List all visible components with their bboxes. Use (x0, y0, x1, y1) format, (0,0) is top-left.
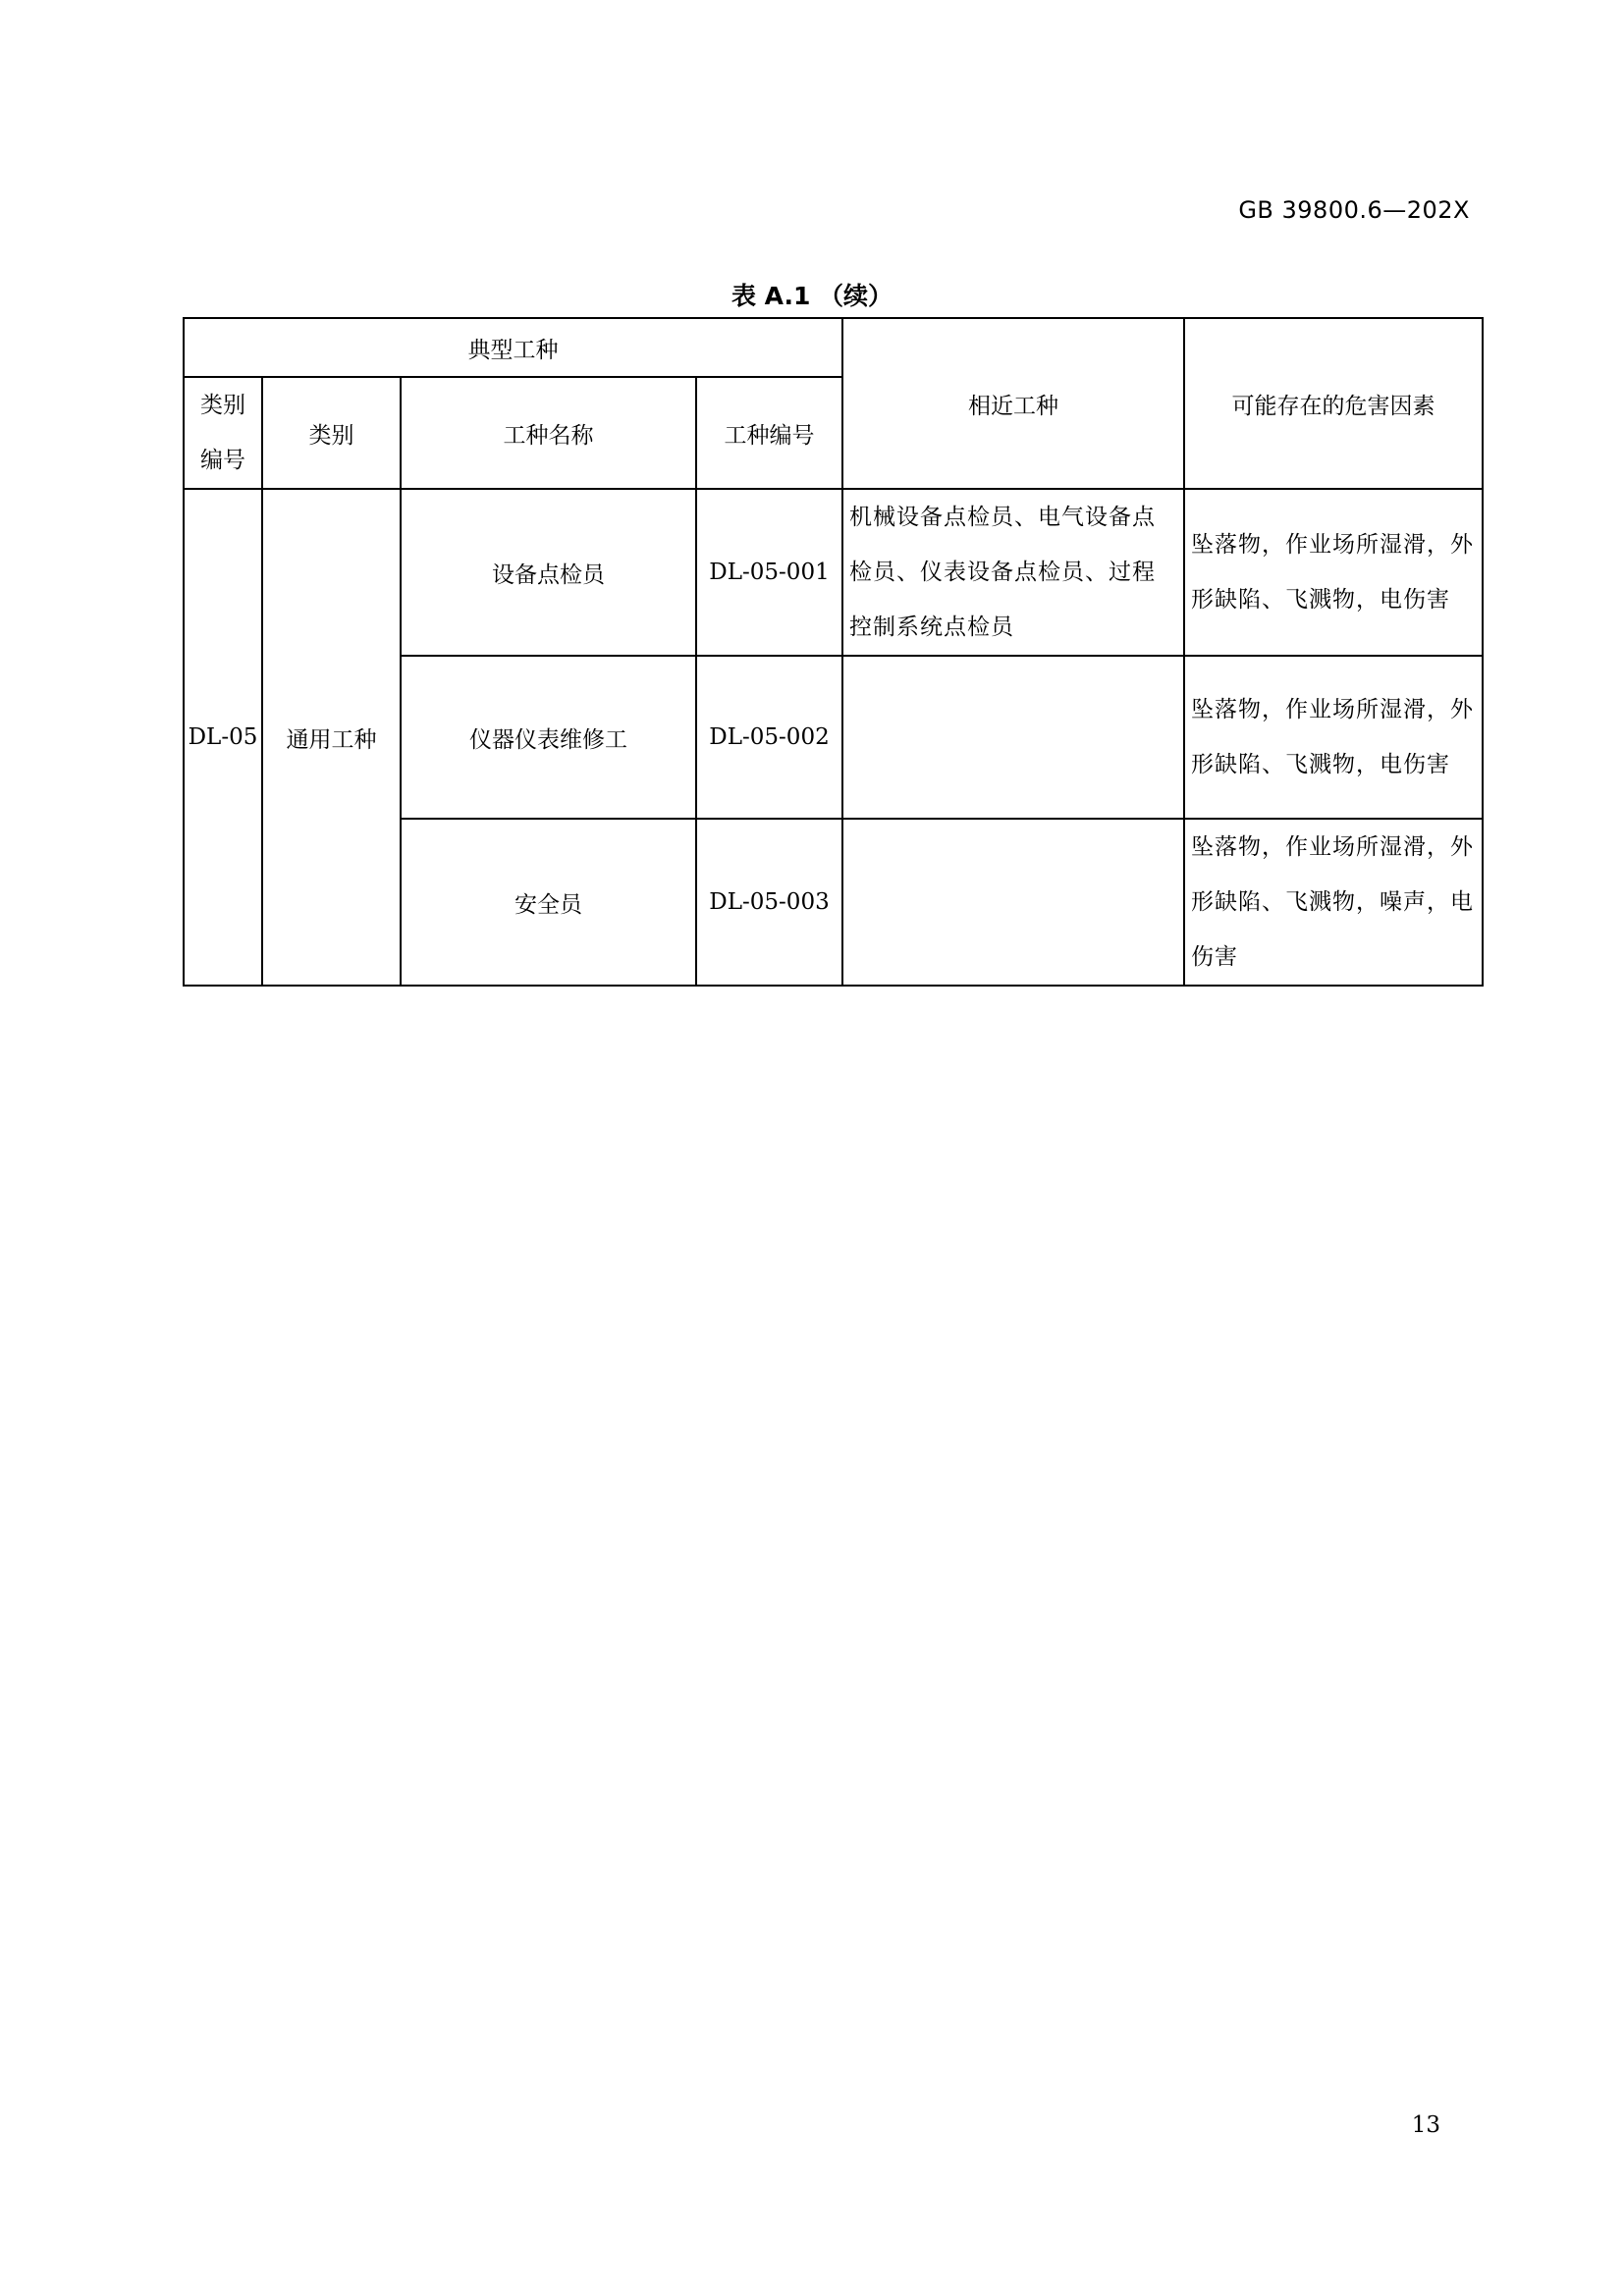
similar-jobs-cell: 机械设备点检员、电气设备点检员、仪表设备点检员、过程控制系统点检员 (842, 489, 1184, 656)
category-code-cell: DL-05 (184, 489, 262, 986)
category-code-header-line-1: 类别 (200, 393, 245, 418)
job-code-cell: DL-05-002 (696, 656, 842, 819)
page-number: 13 (1411, 2112, 1440, 2138)
job-code-header: 工种编号 (696, 377, 842, 489)
hazards-cell: 坠落物，作业场所湿滑，外形缺陷、飞溅物，电伤害 (1184, 489, 1483, 656)
category-code-header (184, 377, 262, 489)
job-name-header: 工种名称 (401, 377, 696, 489)
job-code-cell: DL-05-001 (696, 489, 842, 656)
similar-jobs-cell (842, 819, 1184, 986)
hazards-cell: 坠落物，作业场所湿滑，外形缺陷、飞溅物，噪声，电伤害 (1184, 819, 1483, 986)
table-row (184, 489, 1483, 656)
category-code-header-line-2: 编号 (200, 448, 245, 473)
table-header-row (184, 318, 1483, 377)
job-name-cell: 仪器仪表维修工 (401, 656, 696, 819)
hazards-cell: 坠落物，作业场所湿滑，外形缺陷、飞溅物，电伤害 (1184, 656, 1483, 819)
job-name-cell: 设备点检员 (401, 489, 696, 656)
similar-jobs-header: 相近工种 (842, 318, 1184, 489)
similar-jobs-cell (842, 656, 1184, 819)
job-name-cell: 安全员 (401, 819, 696, 986)
table-caption: 表 A.1 （续） (731, 282, 893, 310)
hazards-header: 可能存在的危害因素 (1184, 318, 1483, 489)
standard-code: GB 39800.6—202X (1238, 196, 1470, 224)
hazard-table (183, 317, 1484, 987)
category-header: 类别 (262, 377, 401, 489)
group-header-cell: 典型工种 (184, 318, 842, 377)
category-cell: 通用工种 (262, 489, 401, 986)
job-code-cell: DL-05-003 (696, 819, 842, 986)
